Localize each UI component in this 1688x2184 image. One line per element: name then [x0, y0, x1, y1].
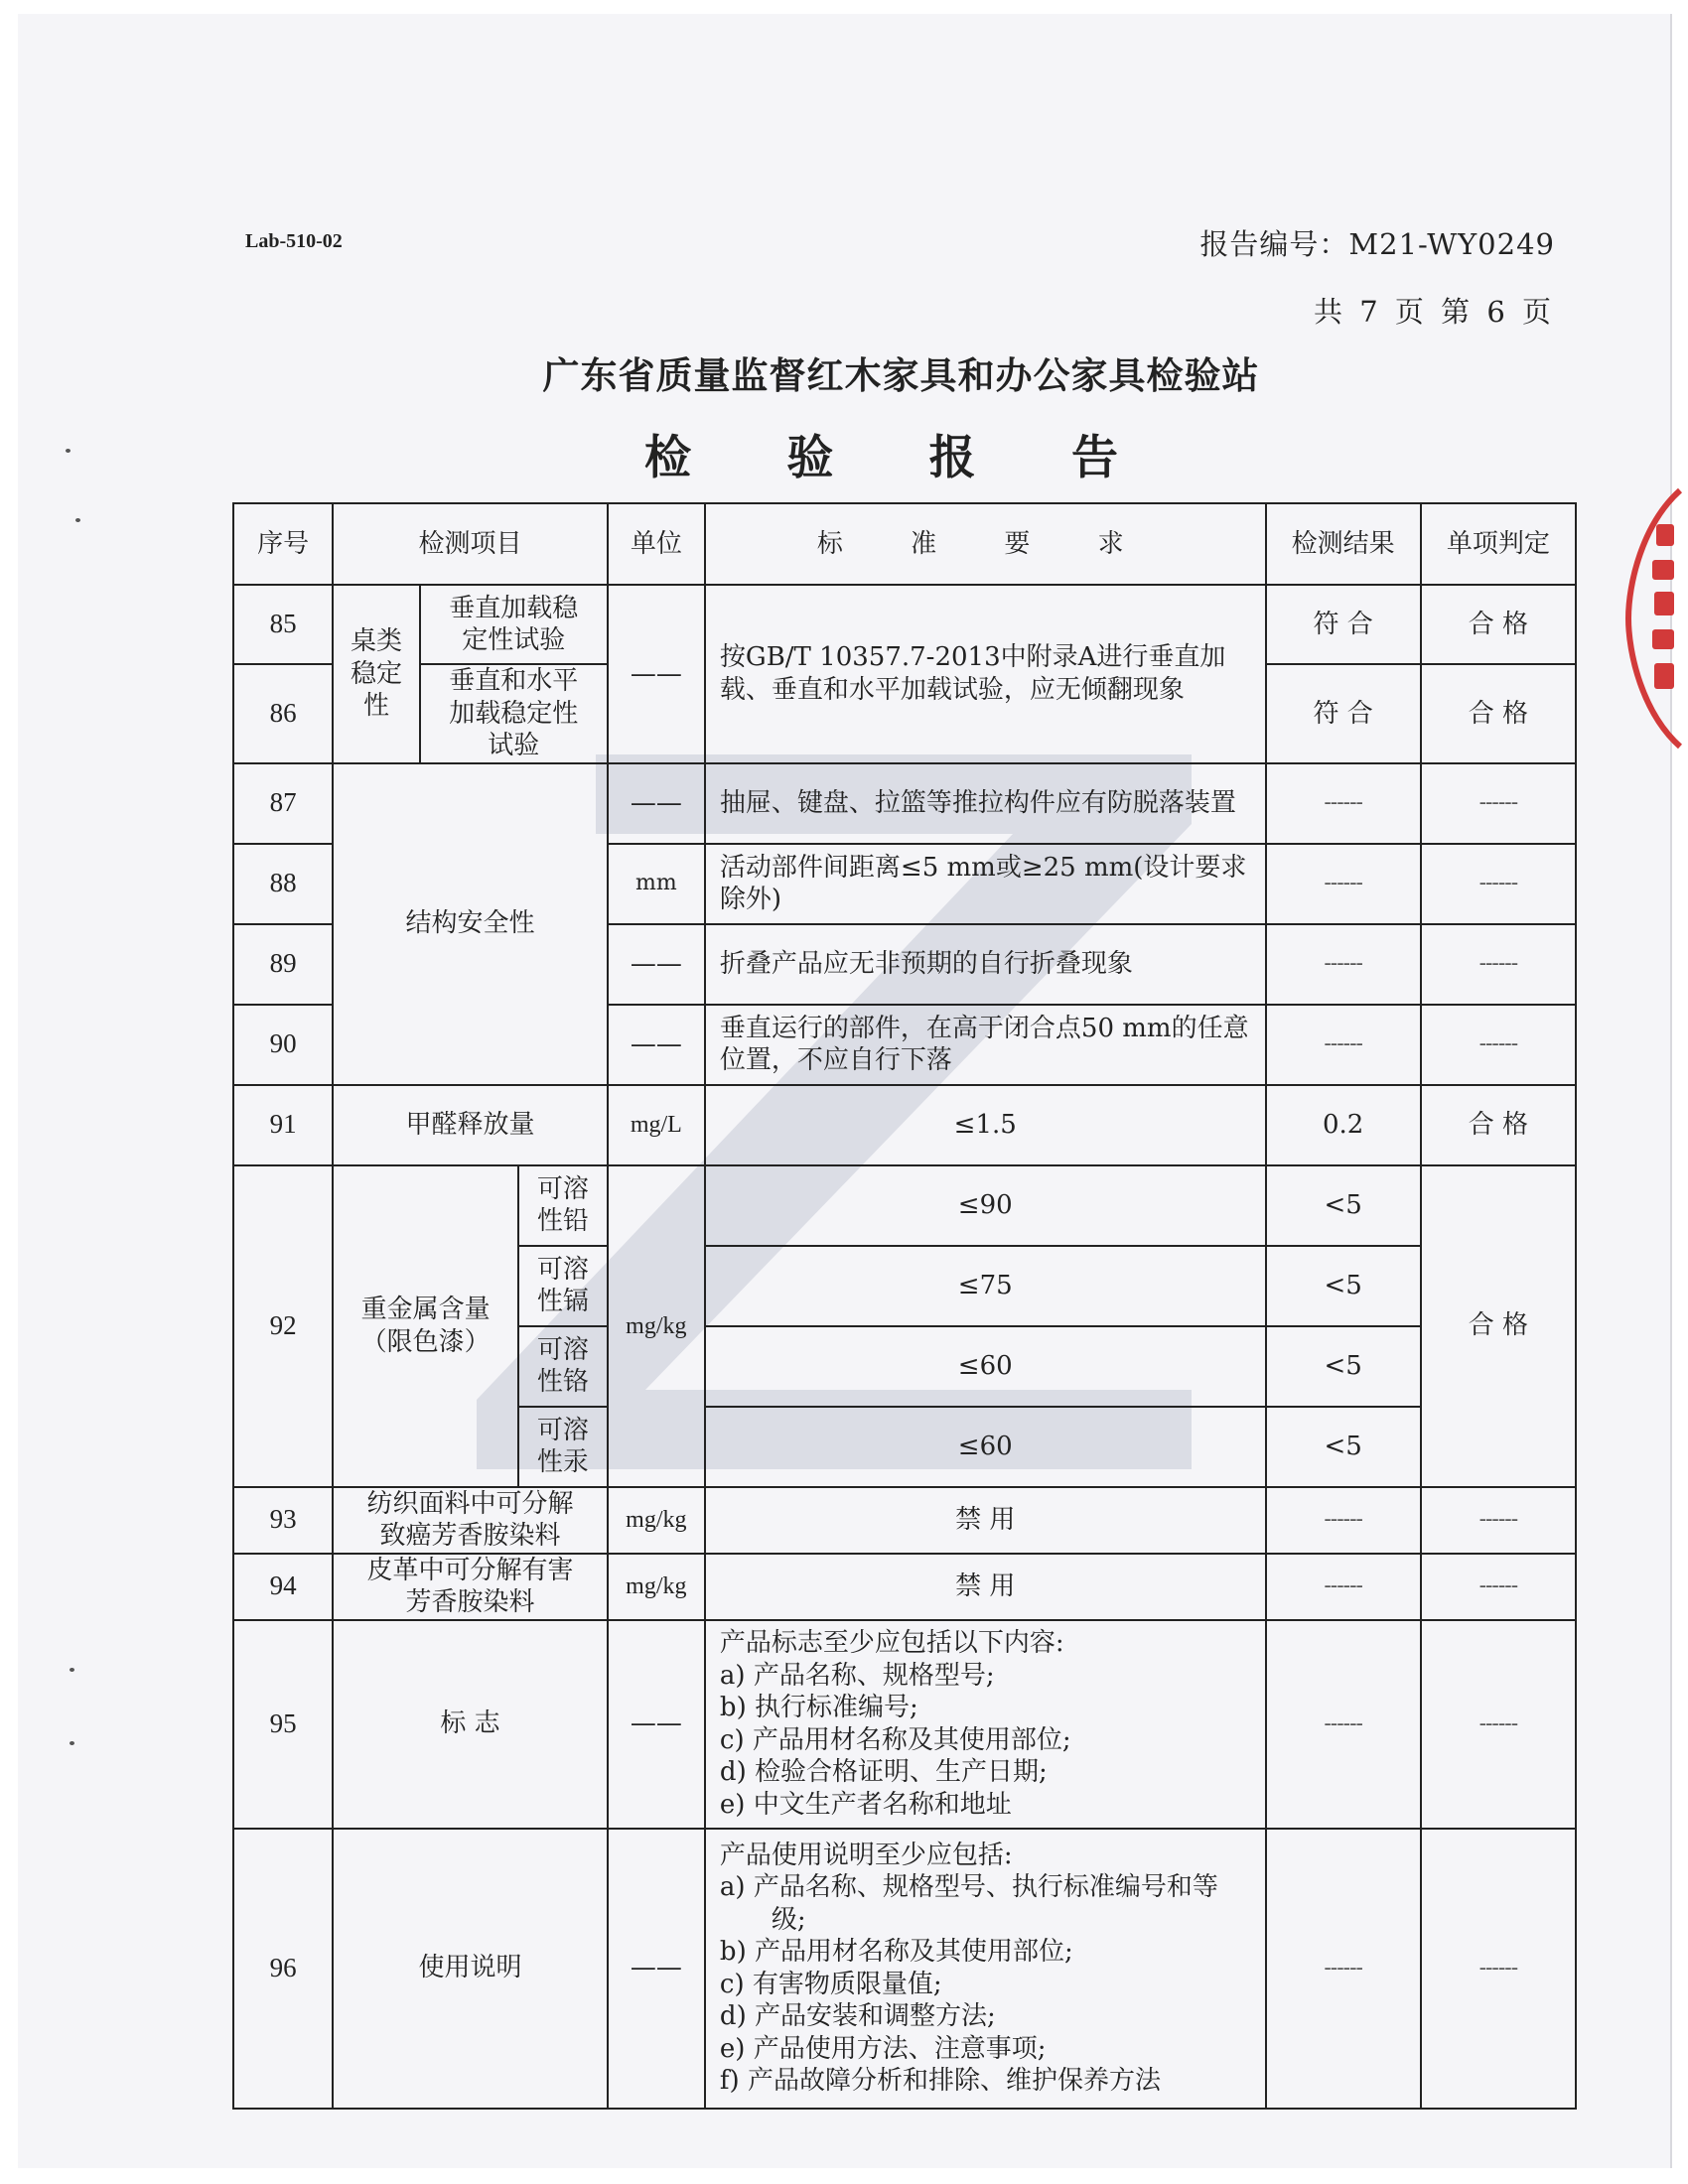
verdict-cell: ------	[1421, 1829, 1576, 2109]
standard-line: d) 检验合格证明、生产日期;	[719, 1757, 1048, 1787]
result-cell: ------	[1266, 844, 1421, 924]
unit-cell: ——	[608, 585, 705, 763]
result-cell: ------	[1266, 1620, 1421, 1829]
standard-line: c) 产品用材名称及其使用部位;	[719, 1724, 1071, 1755]
item-line: 皮革中可分解有害	[366, 1555, 574, 1585]
unit-cell: mg/L	[608, 1085, 705, 1165]
group-label: 桌类稳定性	[333, 585, 420, 763]
result-cell: <5	[1266, 1407, 1421, 1487]
standard-cell	[705, 1620, 1266, 1829]
verdict-cell: 合 格	[1421, 585, 1576, 664]
item-line: 芳香胺染料	[405, 1587, 535, 1617]
verdict-cell: ------	[1421, 844, 1576, 924]
row-seq: 88	[233, 844, 333, 924]
standard-cell: 抽屉、键盘、拉篮等推拉构件应有防脱落装置	[705, 763, 1266, 844]
item-cell: 标 志	[333, 1620, 608, 1829]
standard-line: 产品标志至少应包括以下内容:	[719, 1628, 1064, 1658]
result-cell: ------	[1266, 924, 1421, 1005]
scan-speck	[70, 1741, 74, 1745]
standard-cell: ≤90	[705, 1165, 1266, 1246]
standard-cell: ≤60	[705, 1407, 1266, 1487]
verdict-cell: ------	[1421, 1554, 1576, 1620]
row-seq: 89	[233, 924, 333, 1005]
verdict-cell: 合 格	[1421, 664, 1576, 763]
verdict-cell: ------	[1421, 1620, 1576, 1829]
table-row	[233, 1554, 1576, 1620]
group-label: 结构安全性	[333, 763, 608, 1085]
result-cell: ------	[1266, 1829, 1421, 2109]
row-seq: 87	[233, 763, 333, 844]
scan-speck	[75, 518, 80, 522]
standard-line: d) 产品安装和调整方法;	[719, 2001, 996, 2031]
unit-cell: ——	[608, 1620, 705, 1829]
standard-cell: 活动部件间距离≤5 mm或≥25 mm(设计要求除外)	[705, 844, 1266, 924]
standard-cell: 折叠产品应无非预期的自行折叠现象	[705, 924, 1266, 1005]
standard-line: a) 产品名称、规格型号;	[719, 1660, 995, 1691]
standard-cell: 按GB/T 10357.7-2013中附录A进行垂直加载、垂直和水平加载试验，应无倾翻现象	[705, 585, 1266, 763]
unit-cell: ——	[608, 763, 705, 844]
standard-line: e) 产品使用方法、注意事项;	[719, 2033, 1047, 2064]
item-cell: 甲醛释放量	[333, 1085, 608, 1165]
result-cell: ------	[1266, 1487, 1421, 1554]
standard-line: c) 有害物质限量值;	[719, 1969, 942, 1999]
table-row	[233, 585, 1576, 664]
header-item: 检测项目	[333, 503, 608, 585]
standard-line: b) 执行标准编号;	[719, 1693, 918, 1722]
table-row	[233, 1620, 1576, 1829]
result-cell: 符 合	[1266, 585, 1421, 664]
table-header-row	[233, 503, 1576, 585]
standard-cell: ≤1.5	[705, 1085, 1266, 1165]
group-label: 重金属含量（限色漆）	[333, 1165, 518, 1487]
header-seq: 序号	[233, 503, 333, 585]
unit-cell: ——	[608, 1005, 705, 1085]
standard-line: a) 产品名称、规格型号、执行标准编号和等级;	[719, 1872, 1218, 1935]
standard-line: 产品使用说明至少应包括:	[719, 1840, 1013, 1870]
table-row	[233, 1487, 1576, 1554]
verdict-cell: ------	[1421, 1005, 1576, 1085]
row-seq: 93	[233, 1487, 333, 1554]
sub-item: 垂直和水平加载稳定性试验	[420, 664, 608, 763]
standard-cell: ≤75	[705, 1246, 1266, 1326]
standard-line: f) 产品故障分析和排除、维护保养方法	[719, 2066, 1161, 2096]
station-name: 广东省质量监督红木家具和办公家具检验站	[542, 354, 1260, 397]
sub-item: 可溶性铬	[518, 1326, 608, 1407]
result-cell: ------	[1266, 1554, 1421, 1620]
header-result: 检测结果	[1266, 503, 1421, 585]
sub-item: 可溶性铅	[518, 1165, 608, 1246]
table-row	[233, 763, 1576, 844]
scan-speck	[70, 1668, 74, 1672]
lab-form-id: Lab-510-02	[245, 230, 343, 252]
item-cell: 使用说明	[333, 1829, 608, 2109]
result-cell: 符 合	[1266, 664, 1421, 763]
standard-line: b) 产品用材名称及其使用部位;	[719, 1937, 1073, 1967]
result-cell: <5	[1266, 1326, 1421, 1407]
result-cell: 0.2	[1266, 1085, 1421, 1165]
inspection-table	[232, 502, 1577, 2110]
standard-cell: ≤60	[705, 1326, 1266, 1407]
item-line: 纺织面料中可分解	[366, 1488, 574, 1519]
row-seq: 85	[233, 585, 333, 664]
item-line: 致癌芳香胺染料	[379, 1521, 561, 1551]
standard-cell: 禁 用	[705, 1487, 1266, 1554]
row-seq: 86	[233, 664, 333, 763]
sub-item: 可溶性镉	[518, 1246, 608, 1326]
row-seq: 92	[233, 1165, 333, 1487]
unit-cell: mg/kg	[608, 1487, 705, 1554]
result-cell: ------	[1266, 1005, 1421, 1085]
result-cell: ------	[1266, 763, 1421, 844]
item-cell	[333, 1487, 608, 1554]
sub-item: 垂直加载稳定性试验	[420, 585, 608, 664]
unit-cell: mg/kg	[608, 1165, 705, 1487]
header-verdict: 单项判定	[1421, 503, 1576, 585]
table-row	[233, 1165, 1576, 1246]
row-seq: 91	[233, 1085, 333, 1165]
header-unit: 单位	[608, 503, 705, 585]
verdict-cell: 合 格	[1421, 1085, 1576, 1165]
report-title: 检 验 报 告	[643, 431, 1159, 485]
inspection-seal-stamp	[1622, 484, 1688, 752]
result-cell: <5	[1266, 1246, 1421, 1326]
page-info: 共 7 页 第 6 页	[1314, 295, 1555, 329]
row-seq: 90	[233, 1005, 333, 1085]
verdict-cell: ------	[1421, 1487, 1576, 1554]
header-standard: 标 准 要 求	[705, 503, 1266, 585]
table-row	[233, 1829, 1576, 2109]
verdict-cell: ------	[1421, 924, 1576, 1005]
verdict-cell: 合 格	[1421, 1165, 1576, 1487]
unit-cell: mm	[608, 844, 705, 924]
row-seq: 96	[233, 1829, 333, 2109]
unit-cell: ——	[608, 1829, 705, 2109]
table-row	[233, 1085, 1576, 1165]
standard-line: e) 中文生产者名称和地址	[719, 1789, 1012, 1820]
unit-cell: mg/kg	[608, 1554, 705, 1620]
standard-cell	[705, 1829, 1266, 2109]
verdict-cell: ------	[1421, 763, 1576, 844]
row-seq: 94	[233, 1554, 333, 1620]
row-seq: 95	[233, 1620, 333, 1829]
item-cell	[333, 1554, 608, 1620]
standard-cell: 禁 用	[705, 1554, 1266, 1620]
standard-cell: 垂直运行的部件，在高于闭合点50 mm的任意位置，不应自行下落	[705, 1005, 1266, 1085]
result-cell: <5	[1266, 1165, 1421, 1246]
report-number: 报告编号：M21-WY0249	[1199, 227, 1555, 261]
sub-item: 可溶性汞	[518, 1407, 608, 1487]
unit-cell: ——	[608, 924, 705, 1005]
